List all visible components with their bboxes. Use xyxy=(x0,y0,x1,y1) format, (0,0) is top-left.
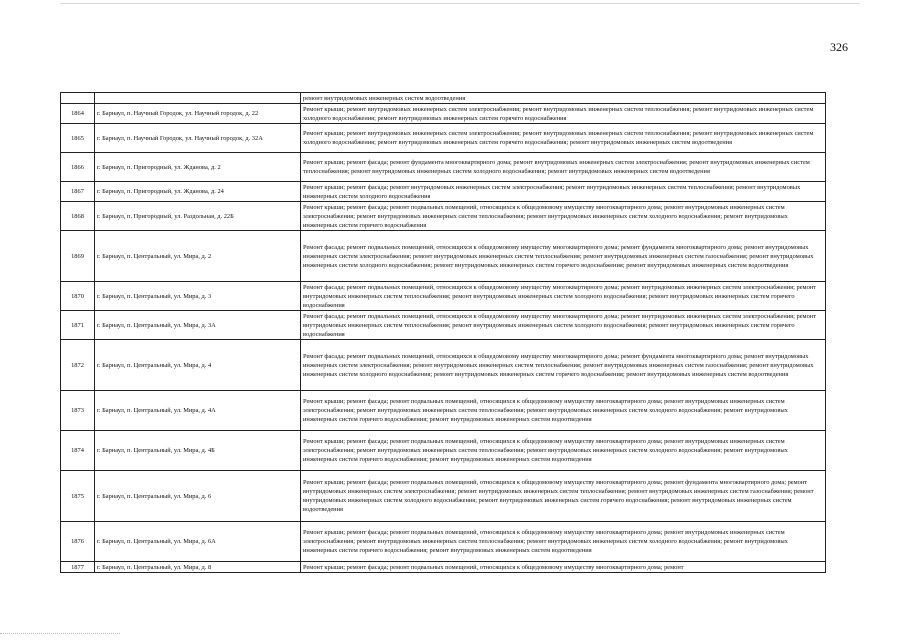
row-address: г. Барнаул, п. Научный Городок, ул. Научный городок, д. 22 xyxy=(95,104,301,124)
row-works: Ремонт крыши; ремонт фасада; ремонт фундамента многоквартирного дома; ремонт внутридомовых инженерных систем электроснабжения; ремонт внутридомовых инженерных систем теплоснабжения; ремонт внутридомовых инженерных систем холодного водоснабжения; ремонт внутридомовых инженерных систем водоотведения xyxy=(301,153,826,182)
table-row xyxy=(61,124,826,153)
row-address xyxy=(95,93,301,104)
row-number: 1871 xyxy=(61,311,95,340)
row-works: Ремонт фасада; ремонт подвальных помещений, относящихся к общедомовому имуществу многоквартирного дома; ремонт фундамента многоквартирного дома; ремонт внутридомовых инженерных систем электроснабжения; ремонт внутридомовых инженерных систем теплоснабжения; ремонт внутридомовых инженерных систем газоснабжения; ремонт внутридомовых инженерных систем холодного водоснабжения; ремонт внутридомовых инженерных систем горячего водоснабжения; ремонт внутридомовых инженерных систем водоотведения xyxy=(301,340,826,391)
row-number: 1872 xyxy=(61,340,95,391)
table-row xyxy=(61,104,826,124)
scan-edge-line xyxy=(60,3,860,4)
row-number: 1866 xyxy=(61,153,95,182)
table-row xyxy=(61,202,826,231)
row-address: г. Барнаул, п. Пригородный, ул. Раздольная, д. 22Б xyxy=(95,202,301,231)
row-address: г. Барнаул, п. Центральный, ул. Мира, д. 4Б xyxy=(95,431,301,471)
row-works: Ремонт крыши; ремонт внутридомовых инженерных систем электроснабжения; ремонт внутридомовых инженерных систем теплоснабжения; ремонт внутридомовых инженерных систем холодного водоснабжения; ремонт внутридомовых инженерных систем горячего водоснабжения; ремонт внутридомовых инженерных систем водоотведения xyxy=(301,124,826,153)
table-row xyxy=(61,391,826,431)
table-row xyxy=(61,231,826,282)
row-number: 1864 xyxy=(61,104,95,124)
row-address: г. Барнаул, п. Центральный, ул. Мира, д. 4А xyxy=(95,391,301,431)
table-row xyxy=(61,522,826,562)
row-address: г. Барнаул, п. Центральный, ул. Мира, д. 3А xyxy=(95,311,301,340)
table-row xyxy=(61,93,826,104)
table-row xyxy=(61,471,826,522)
page-number: 326 xyxy=(830,40,848,54)
row-works: Ремонт крыши; ремонт фасада; ремонт подвальных помещений, относящихся к общедомовому имуществу многоквартирного дома; ремонт внутридомовых инженерных систем электроснабжения; ремонт внутридомовых инженерных систем теплоснабжения; ремонт внутридомовых инженерных систем холодного водоснабжения; ремонт внутридомовых инженерных систем горячего водоснабжения xyxy=(301,202,826,231)
row-works: Ремонт фасада; ремонт подвальных помещений, относящихся к общедомовому имуществу многоквартирного дома; ремонт внутридомовых инженерных систем электроснабжения; ремонт внутридомовых инженерных систем теплоснабжения; ремонт внутридомовых инженерных систем холодного водоснабжения; ремонт внутридомовых инженерных систем горячего водоснабжения xyxy=(301,282,826,311)
row-works: Ремонт крыши; ремонт фасада; ремонт внутридомовых инженерных систем электроснабжения; ремонт внутридомовых инженерных систем теплоснабжения; ремонт внутридомовых инженерных систем холодного водоснабжения xyxy=(301,182,826,202)
table-row xyxy=(61,562,826,573)
row-address: г. Барнаул, п. Центральный, ул. Мира, д. 3 xyxy=(95,282,301,311)
row-address: г. Барнаул, п. Научный Городок, ул. Научный городок, д. 32А xyxy=(95,124,301,153)
row-works: ремонт внутридомовых инженерных систем водоотведения xyxy=(301,93,826,104)
table-row xyxy=(61,340,826,391)
row-address: г. Барнаул, п. Пригородный, ул. Жданова, д. 24 xyxy=(95,182,301,202)
row-number: 1874 xyxy=(61,431,95,471)
row-number: 1873 xyxy=(61,391,95,431)
row-number xyxy=(61,93,95,104)
row-number: 1876 xyxy=(61,522,95,562)
row-works: Ремонт крыши; ремонт фасада; ремонт подвальных помещений, относящихся к общедомовому имуществу многоквартирного дома; ремонт внутридомовых инженерных систем электроснабжения; ремонт внутридомовых инженерных систем теплоснабжения; ремонт внутридомовых инженерных систем холодного водоснабжения; ремонт внутридомовых инженерных систем горячего водоснабжения; ремонт внутридомовых инженерных систем водоотведения xyxy=(301,391,826,431)
table-row xyxy=(61,182,826,202)
row-works: Ремонт фасада; ремонт подвальных помещений, относящихся к общедомовому имуществу многоквартирного дома; ремонт фундамента многоквартирного дома; ремонт внутридомовых инженерных систем электроснабжения; ремонт внутридомовых инженерных систем теплоснабжения; ремонт внутридомовых инженерных систем газоснабжения; ремонт внутридомовых инженерных систем холодного водоснабжения; ремонт внутридомовых инженерных систем горячего водоснабжения; ремонт внутридомовых инженерных систем водоотведения xyxy=(301,231,826,282)
row-address: г. Барнаул, п. Центральный, ул. Мира, д. 2 xyxy=(95,231,301,282)
row-number: 1875 xyxy=(61,471,95,522)
registry-table xyxy=(60,92,826,573)
row-address: г. Барнаул, п. Центральный, ул. Мира, д. 6А xyxy=(95,522,301,562)
table-row xyxy=(61,311,826,340)
row-number: 1870 xyxy=(61,282,95,311)
table-row xyxy=(61,153,826,182)
row-number: 1865 xyxy=(61,124,95,153)
table-row xyxy=(61,282,826,311)
row-address: г. Барнаул, п. Центральный, ул. Мира, д. 6 xyxy=(95,471,301,522)
row-address: г. Барнаул, п. Центральный, ул. Мира, д. 4 xyxy=(95,340,301,391)
row-number: 1867 xyxy=(61,182,95,202)
row-address: г. Барнаул, п. Пригородный, ул. Жданова, д. 2 xyxy=(95,153,301,182)
row-number: 1877 xyxy=(61,562,95,573)
row-number: 1869 xyxy=(61,231,95,282)
row-works: Ремонт крыши; ремонт фасада; ремонт подвальных помещений, относящихся к общедомовому имуществу многоквартирного дома; ремонт внутридомовых инженерных систем электроснабжения; ремонт внутридомовых инженерных систем теплоснабжения; ремонт внутридомовых инженерных систем холодного водоснабжения; ремонт внутридомовых инженерных систем горячего водоснабжения; ремонт внутридомовых инженерных систем водоотведения xyxy=(301,431,826,471)
row-works: Ремонт крыши; ремонт фасада; ремонт подвальных помещений, относящихся к общедомовому имуществу многоквартирного дома; ремонт xyxy=(301,562,826,573)
table-row xyxy=(61,431,826,471)
row-address: г. Барнаул, п. Центральный, ул. Мира, д. 8 xyxy=(95,562,301,573)
row-number: 1868 xyxy=(61,202,95,231)
row-works: Ремонт фасада; ремонт подвальных помещений, относящихся к общедомовому имуществу многоквартирного дома; ремонт внутридомовых инженерных систем электроснабжения; ремонт внутридомовых инженерных систем теплоснабжения; ремонт внутридомовых инженерных систем холодного водоснабжения; ремонт внутридомовых инженерных систем горячего водоснабжения xyxy=(301,311,826,340)
row-works: Ремонт крыши; ремонт фасада; ремонт подвальных помещений, относящихся к общедомовому имуществу многоквартирного дома; ремонт внутридомовых инженерных систем электроснабжения; ремонт внутридомовых инженерных систем теплоснабжения; ремонт внутридомовых инженерных систем холодного водоснабжения; ремонт внутридомовых инженерных систем горячего водоснабжения; ремонт внутридомовых инженерных систем водоотведения xyxy=(301,522,826,562)
scan-bottom-edge xyxy=(0,633,120,636)
row-works: Ремонт крыши; ремонт фасада; ремонт подвальных помещений, относящихся к общедомовому имуществу многоквартирного дома; ремонт фундамента многоквартирного дома; ремонт внутридомовых инженерных систем электроснабжения; ремонт внутридомовых инженерных систем теплоснабжения; ремонт внутридомовых инженерных систем газоснабжения; ремонт внутридомовых инженерных систем холодного водоснабжения; ремонт внутридомовых инженерных систем горячего водоснабжения; ремонт внутридомовых инженерных систем водоотведения xyxy=(301,471,826,522)
row-works: Ремонт крыши; ремонт внутридомовых инженерных систем электроснабжения; ремонт внутридомовых инженерных систем теплоснабжения; ремонт внутридомовых инженерных систем холодного водоснабжения; ремонт внутридомовых инженерных систем горячего водоснабжения xyxy=(301,104,826,124)
